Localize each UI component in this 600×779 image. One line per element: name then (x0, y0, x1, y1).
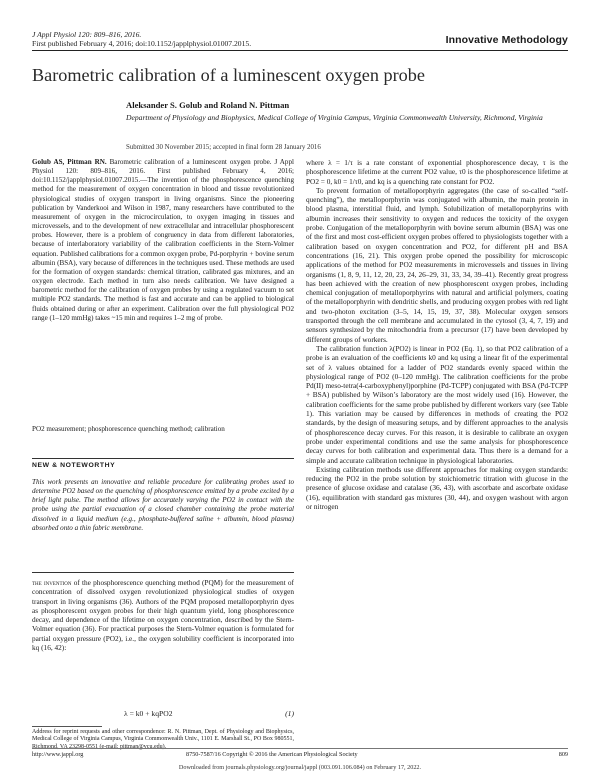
keywords: PO2 measurement; phosphorescence quenching method; calibration (32, 425, 225, 433)
author-list: Aleksander S. Golub and Roland N. Pittman (126, 100, 290, 110)
journal-url-link[interactable]: http://www.jappl.org (32, 751, 84, 758)
published-doi: First published February 4, 2016; doi:10.1152/japplphysiol.01007.2015. (32, 39, 252, 49)
submission-dates: Submitted 30 November 2015; accepted in final form 28 January 2016 (126, 144, 321, 151)
abstract (32, 158, 294, 323)
new-noteworthy-text: This work presents an innovative and reliable procedure for calibrating probes used to determine PO2 based on the quenching of phosphorescence emitted by a probe excited by a brief light pulse. The method allows for accurately varying the PO2 in contact with the probe using the partial evacuation of a closed chamber containing the probe material dissolved in a liquid medium (e.g., phosphate-buffered saline + albumin, blood plasma) absorbed onto a thin fabric membrane. (32, 478, 294, 532)
header-divider (32, 50, 568, 51)
nn-bottom-rule (32, 572, 294, 573)
intro-text: of the phosphorescence quenching method (PQM) for the measurement of concentration of dissolved oxygen revolutionized physiological studies of oxygen transport in living organisms (36). Authors of the PQM proposed metalloporphyrin dyes as phosphorescent oxygen probes for their high quantum yield, long phosphorescence decay, and dependence of the lifetime on oxygen concentration, described by the Stern-Volmer equation (36). For practical purposes the Stern-Volmer equation is formulated for partial oxygen pressure (PO2), i.e., the oxygen solubility coefficient is incorporated into kq (16, 42): (32, 578, 294, 653)
paragraph-4: Existing calibration methods use different approaches for making oxygen standards: reducing the PO2 in the probe solution by stoichiometric titration with glucose in the presence of glucose oxidase and catalase (36, 43), with ascorbate and ascorbate oxidase (16), equilibration with standard gas mixtures (30, 44), and oxygen washout with argon or nitrogen (306, 464, 568, 511)
equation-number: (1) (285, 709, 294, 718)
abstract-lead: Golub AS, Pittman RN. (32, 158, 107, 166)
new-noteworthy-heading: NEW & NOTEWORTHY (32, 462, 116, 469)
journal-citation: J Appl Physiol 120: 809–816, 2016. (32, 30, 142, 39)
right-column-text (306, 158, 568, 511)
journal-header (32, 30, 251, 48)
nn-top-rule (32, 458, 294, 459)
equation-formula: λ = k0 + kqPO2 (124, 709, 173, 718)
page-number: 809 (558, 751, 568, 758)
paragraph-1: where λ = 1/τ is a rate constant of exponential phosphorescence decay, τ is the phosphorescence lifetime at the current PO2 value, τ0 is the phosphorescence lifetime at PO2 = 0, k0 = 1/τ0, and kq is a quenching rate constant for PO2. (306, 158, 568, 186)
paragraph-2: To prevent formation of metalloporphyrin aggregates (the case of so-called “self-quenching”), the metalloporphyrin was conjugated with albumin, the main protein in blood plasma, interstitial fluid, and lymph. Solubilization of metalloporphyrins with albumin increases their sensitivity to oxygen and reduces the toxicity of the oxygen probe. Conjugation of the metalloporphyrin with bovine serum albumin (BSA) was one of the first and most cost-efficient oxygen probes offered to physiologists together with a calibration based on oxygen concentration and PO2, for different pH and BSA concentrations (16, 21). This oxygen probe opened the possibility for microscopic applications of the method for PO2 measurements in microvessels and tissues in living organisms (1, 8, 9, 11, 12, 20, 23, 24, 26–29, 31, 33, 34, 39–41). Recently great progress has been achieved with the creation of new phosphorescent oxygen probes, including chemical conjugation of metalloporphyrins with natural and artificial polymers, coating of the metalloporphyrin with dendritic shells, and producing oxygen probes with red light and two-photon excitation (3–5, 14, 15, 19, 37, 38). Molecular oxygen sensors transported through the cell membrane and accumulated in the cytosol (3, 4, 7, 19) and sensors synthesized by the mitochondria from a precursor (17) have been developed by different groups of workers. (306, 185, 568, 344)
abstract-text: Barometric calibration of a luminescent oxygen probe. J Appl Physiol 120: 809–816, 2016. First published February 4, 2016; doi:10.1152/japplphysiol.01007.2015.—The invention of the phosphorescence quenching method for the measurement of oxygen concentration in blood and tissue revolutionized physiological studies of oxygen transport in living organisms. Since the pioneering publication by Vanderkooi and Wilson in 1987, many researchers have contributed to the measurement of oxygen in the microcirculation, to oxygen imaging in tissues and microvessels, and to the development of new extracellular and intracellular phosphorescent probes. However, there is a problem of congruency in data from different laboratories, because of interlaboratory variability of the calibration coefficients in the Stern-Volmer equation. Published calibrations for a common oxygen probe, Pd-porphyrin + bovine serum albumin (BSA), vary because of differences in the techniques used. These methods are used for the formation of oxygen standards: chemical titration, calibrated gas mixtures, and an oxygen electrode. Each method in turn also needs calibration. We have designed a barometric method for the calibration of oxygen probes by using a regulated vacuum to set multiple PO2 standards. The method is fast and accurate and can be applied to biological fluids obtained during or after an experiment. Calibration over the full physiological PO2 range (1–120 mmHg) takes ~15 min and requires 1–2 mg of probe. (32, 158, 294, 322)
footnote-rule (32, 726, 102, 727)
correspondence-footnote: Address for reprint requests and other correspondence: R. N. Pittman, Dept. of Physiology and Biophysics, Medical College of Virginia Campus, Virginia Commonwealth Univ., 1101 E. Marshall St., PO Box 980551, Richmond, VA 23298-0551 (e-mail: pittman@vcu.edu). (32, 729, 294, 750)
copyright-line: 8750-7587/16 Copyright © 2016 the American Physiological Society (186, 751, 358, 758)
introduction (32, 578, 294, 652)
affiliation: Department of Physiology and Biophysics, Medical College of Virginia Campus, Virginia Commonwealth University, Richmond, Virginia (126, 113, 543, 122)
footer-divider (32, 748, 568, 749)
paragraph-3: The calibration function λ(PO2) is linear in PO2 (Eq. 1), so that PO2 calibration of a probe is an evaluation of the coefficients k0 and kq using a linear fit of the experimental set of λ values obtained for a ladder of PO2 standards evenly spaced within the physiological range of PO2 (0–120 mmHg). The calibration coefficients for the probe Pd(II) meso-tetra(4-carboxyphenyl)porphine (Pd-TCPP) conjugated with BSA (Pd-TCPP + BSA) published by Wilson’s laboratory are the most widely used (16). However, the calibration coefficients for the same probe published by different workers vary (see Table 1). This variation may be caused by differences in methods of creating the PO2 standards, by the design of measuring setups, and by different approaches to the analysis of phosphorescence decay curves. For this reason, it is desirable to calibrate an oxygen probe under experimental conditions and use the same analysis for phosphorescence decay curves for both calibration and experimental data. Thus there is a demand for a simple and accurate calibration technique in physiological laboratories. (306, 343, 568, 465)
download-notice: Downloaded from journals.physiology.org/journal/jappl (003.091.106.084) on February 17, 2022. (178, 764, 422, 771)
intro-smallcaps: the invention (32, 578, 72, 587)
section-label: Innovative Methodology (445, 34, 568, 46)
article-title: Barometric calibration of a luminescent oxygen probe (32, 65, 425, 85)
